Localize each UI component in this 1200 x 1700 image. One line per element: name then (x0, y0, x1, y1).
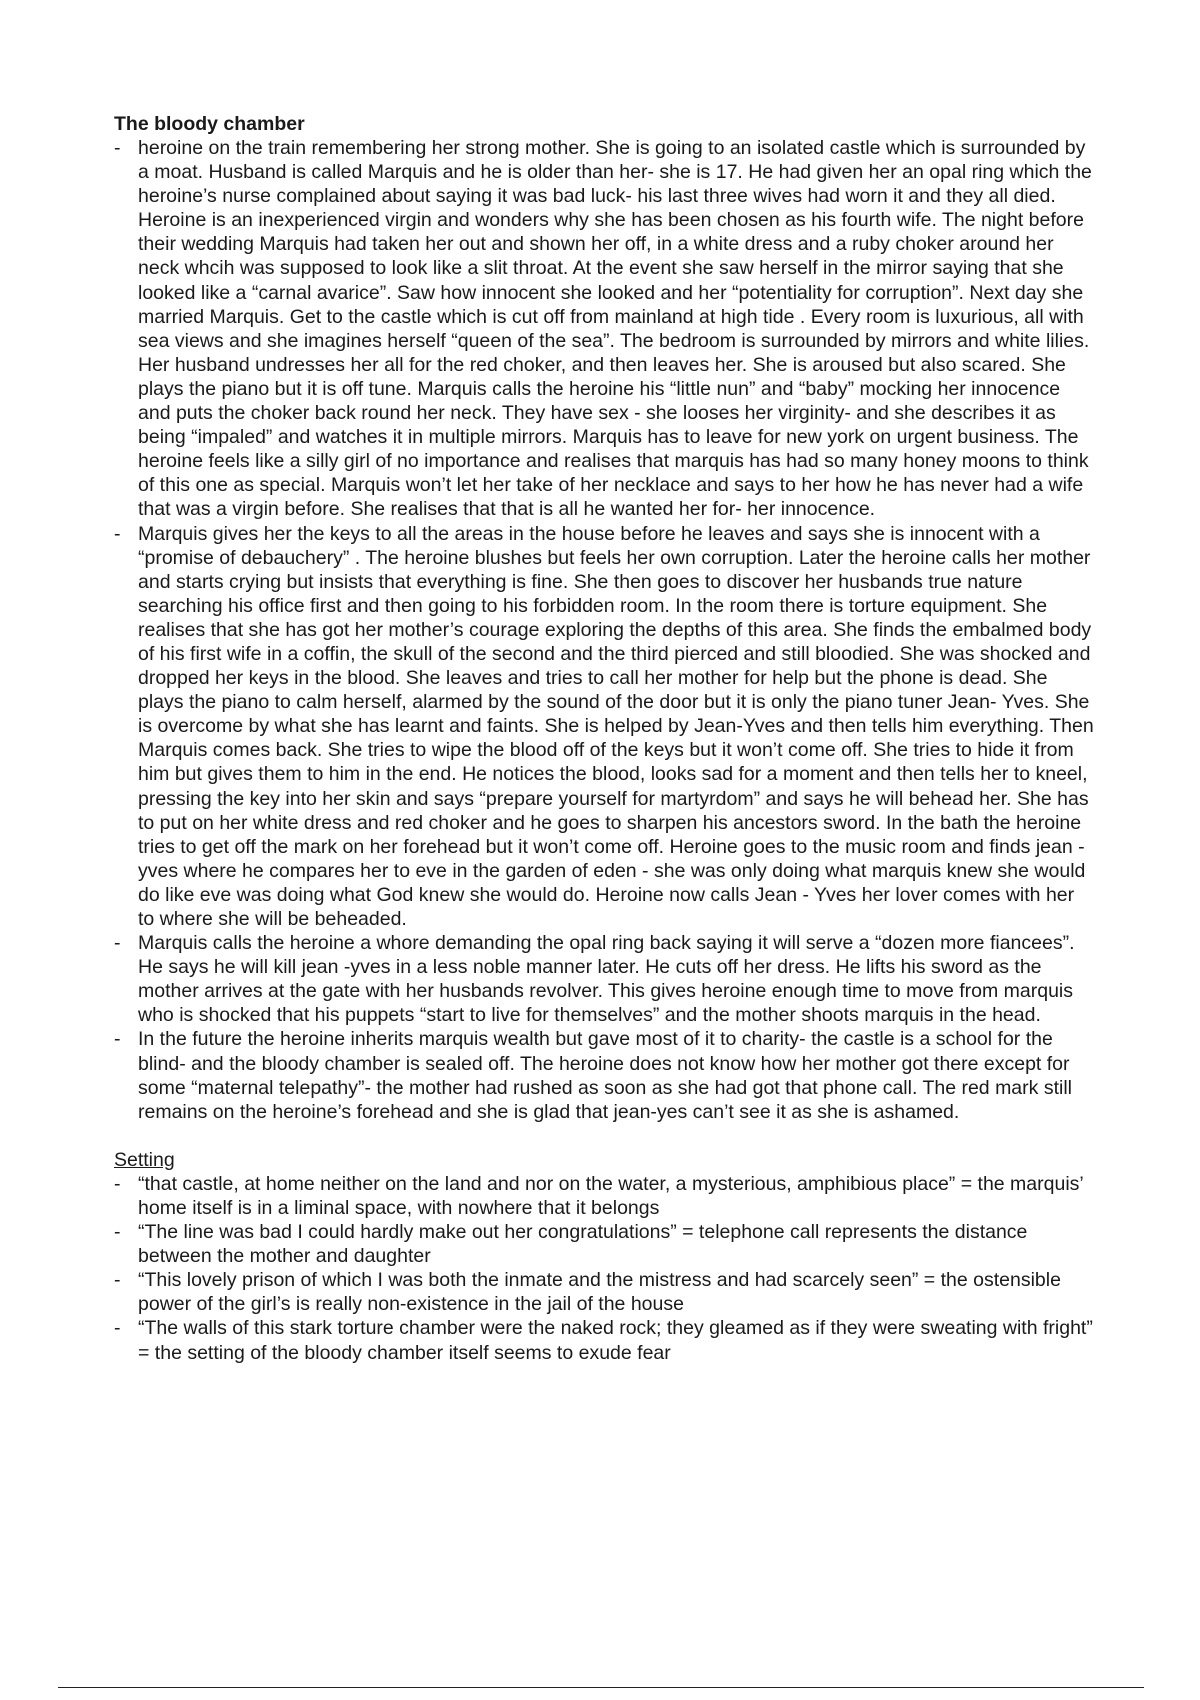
summary-bullet: - In the future the heroine inherits marquis wealth but gave most of it to charity- the castle is a school for the blind- and the bloody chamber is sealed off. The heroine does not know how her mother got there except for some “maternal telepathy”- the mother had rushed as soon as she had got that phone call. The red mark still remains on the heroine’s forehead and she is glad that jean-yes can’t see it as she is ashamed. (114, 1027, 1094, 1123)
setting-bullet: - “that castle, at home neither on the land and nor on the water, a mysterious, amphibious place” = the marquis’ home itself is in a liminal space, with nowhere that it belongs (114, 1172, 1094, 1220)
summary-bullet: - Marquis calls the heroine a whore demanding the opal ring back saying it will serve a “dozen more fiancees”. He says he will kill jean -yves in a less noble manner later. He cuts off her dress. He lifts his sword as the mother arrives at the gate with her husbands revolver. This gives heroine enough time to move from marquis who is shocked that his puppets “start to live for themselves” and the mother shoots marquis in the head. (114, 931, 1094, 1027)
document-title: The bloody chamber (114, 113, 305, 135)
summary-list (114, 136, 1094, 1124)
setting-list (114, 1172, 1094, 1365)
setting-bullet: - “The line was bad I could hardly make out her congratulations” = telephone call represents the distance between the mother and daughter (114, 1220, 1094, 1268)
summary-bullet: - Marquis gives her the keys to all the areas in the house before he leaves and says she is innocent with a “promise of debauchery” . The heroine blushes but feels her own corruption. Later the heroine calls her mother and starts crying but insists that everything is fine. She then goes to discover her husbands true nature searching his office first and then going to his forbidden room. In the room there is torture equipment. She realises that she has got her mother’s courage exploring the depths of this area. She finds the embalmed body of his first wife in a coffin, the skull of the second and the third pierced and still bloodied. She was shocked and dropped her keys in the blood. She leaves and tries to call her mother for help but the phone is dead. She plays the piano to calm herself, alarmed by the sound of the door but it is only the piano tuner Jean- Yves. She is overcome by what she has learnt and faints. She is helped by Jean-Yves and then tells him everything. Then Marquis comes back. She tries to wipe the blood off of the keys but it won’t come off. She tries to hide it from him but gives them to him in the end. He notices the blood, looks sad for a moment and then tells her to kneel, pressing the key into her skin and says “prepare yourself for martyrdom” and says he will behead her. She has to put on her white dress and red choker and he goes to sharpen his ancestors sword. In the bath the heroine tries to get off the mark on her forehead but it won’t come off. Heroine goes to the music room and finds jean - yves where he compares her to eve in the garden of eden - she was only doing what marquis knew she would do like eve was doing what God knew she would do. Heroine now calls Jean - Yves her lover comes with her to where she will be beheaded. (114, 522, 1094, 932)
setting-bullet: - “This lovely prison of which I was both the inmate and the mistress and had scarcely seen” = the ostensible power of the girl’s is really non-existence in the jail of the house (114, 1268, 1094, 1316)
footer-divider (58, 1687, 1144, 1688)
summary-bullet: - heroine on the train remembering her strong mother. She is going to an isolated castle which is surrounded by a moat. Husband is called Marquis and he is older than her- she is 17. He had given her an opal ring which the heroine’s nurse complained about saying it was bad luck- his last three wives had worn it and they all died. Heroine is an inexperienced virgin and wonders why she has been chosen as his fourth wife. The night before their wedding Marquis had taken her out and shown her off, in a white dress and a ruby choker around her neck whcih was supposed to look like a slit throat. At the event she saw herself in the mirror saying that she looked like a “carnal avarice”. Saw how innocent she looked and her “potentiality for corruption”. Next day she married Marquis. Get to the castle which is cut off from mainland at high tide . Every room is luxurious, all with sea views and she imagines herself “queen of the sea”. The bedroom is surrounded by mirrors and white lilies. Her husband undresses her all for the red choker, and then leaves her. She is aroused but also scared. She plays the piano but it is off tune. Marquis calls the heroine his “little nun” and “baby” mocking her innocence and puts the choker back round her neck. They have sex - she looses her virginity- and she describes it as being “impaled” and watches it in multiple mirrors. Marquis has to leave for new york on urgent business. The heroine feels like a silly girl of no importance and realises that marquis has had so many honey moons to think of this one as special. Marquis won’t let her take of her necklace and says to her how he has never had a wife that was a virgin before. She realises that that is all he wanted her for- her innocence. (114, 136, 1094, 522)
setting-bullet: - “The walls of this stark torture chamber were the naked rock; they gleamed as if they were sweating with fright” = the setting of the bloody chamber itself seems to exude fear (114, 1316, 1094, 1364)
document-page (114, 112, 1094, 1365)
setting-heading: Setting (114, 1148, 175, 1171)
